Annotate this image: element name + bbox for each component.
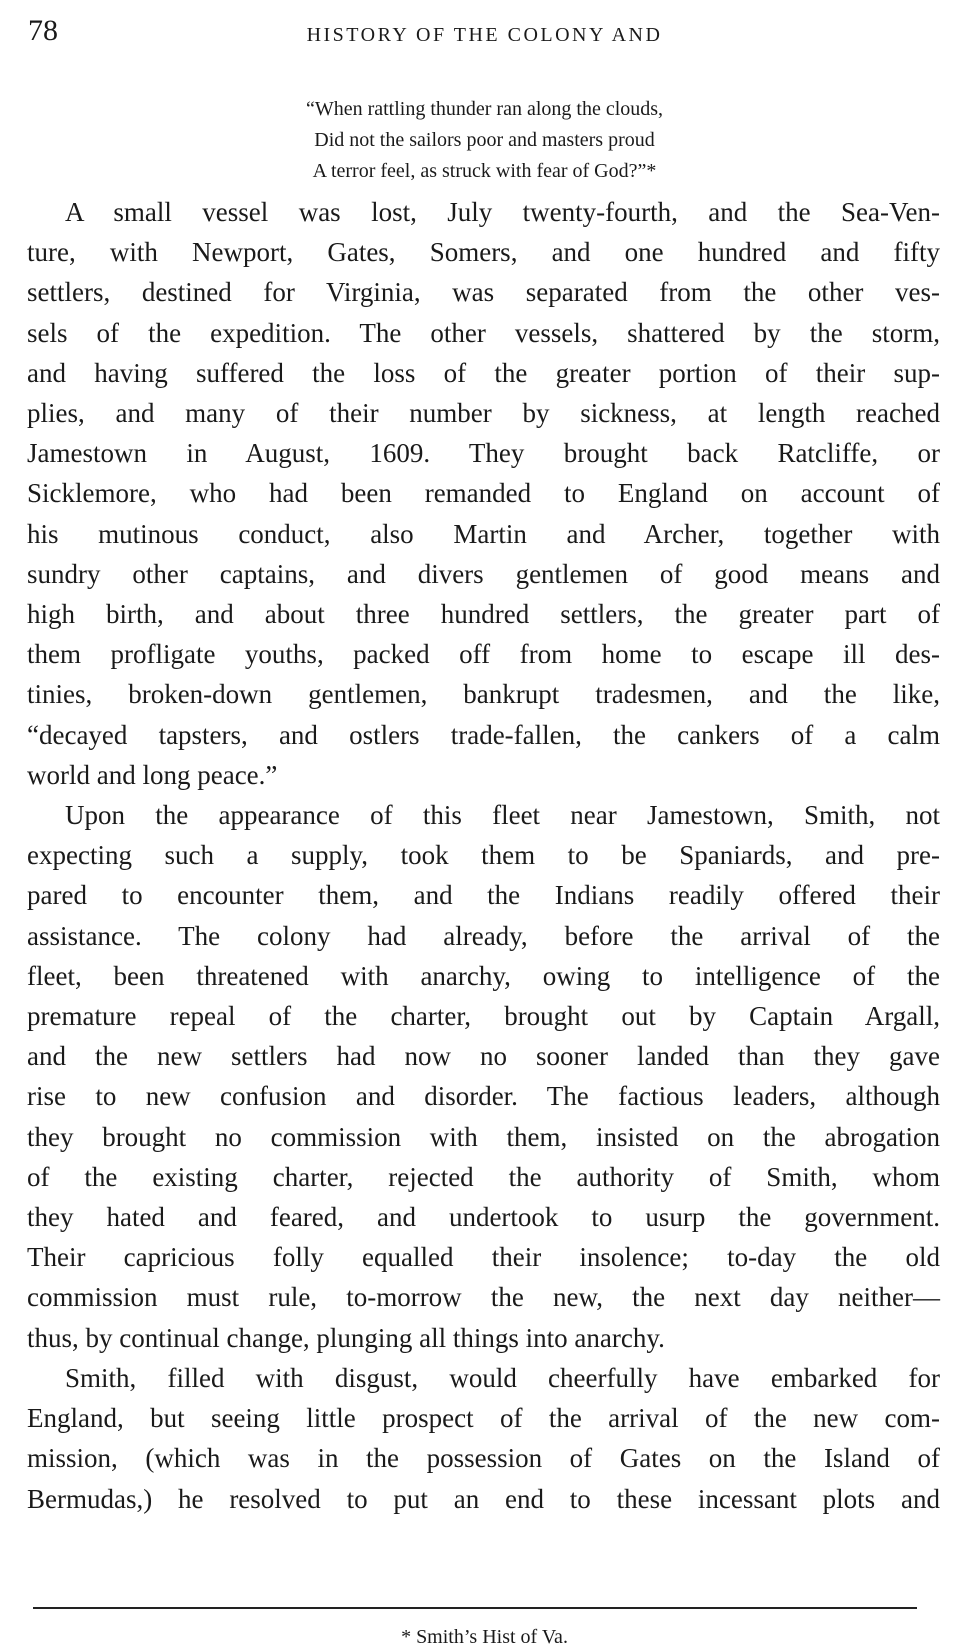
epigraph-line: Did not the sailors poor and masters proud [314,129,655,151]
footnote: * Smith’s Hist of Va. [401,1626,568,1648]
text-line: pared to encounter them, and the Indians readily offered their [27,880,940,911]
text-line: them profligate youths, packed off from home to escape ill des- [27,639,940,670]
text-line: Smith, filled with disgust, would cheerfully have embarked for [65,1362,940,1393]
text-line: sels of the expedition. The other vessels, shattered by the storm, [27,317,940,348]
text-line: world and long peace.” [27,759,278,790]
text-line: and the new settlers had now no sooner landed than they gave [27,1041,940,1072]
text-line: plies, and many of their number by sickness, at length reached [27,398,940,429]
text-line: commission must rule, to-morrow the new, the next day neither— [27,1282,940,1313]
page-header [28,14,941,54]
text-line: England, but seeing little prospect of the arrival of the new com- [27,1403,940,1434]
text-line: expecting such a supply, took them to be Spaniards, and pre- [27,840,940,871]
paragraph [27,192,940,795]
text-line: Sicklemore, who had been remanded to England on account of [27,478,940,509]
paragraph [27,795,940,1358]
text-line: Upon the appearance of this fleet near Jamestown, Smith, not [65,800,940,831]
text-line: Jamestown in August, 1609. They brought back Ratcliffe, or [27,438,940,469]
paragraph [27,1358,940,1519]
epigraph-line: A terror feel, as struck with fear of God?”* [312,160,657,182]
epigraph-line: “When rattling thunder ran along the clouds, [305,98,664,120]
running-head: HISTORY OF THE COLONY AND [306,24,663,46]
text-line: high birth, and about three hundred settlers, the greater part of [27,599,940,630]
text-line: of the existing charter, rejected the authority of Smith, whom [27,1161,940,1192]
text-line: Their capricious folly equalled their insolence; to-day the old [27,1242,940,1273]
body-text [27,192,940,1519]
text-line: assistance. The colony had already, before the arrival of the [27,920,940,951]
text-line: sundry other captains, and divers gentlemen of good means and [27,558,940,589]
text-line: A small vessel was lost, July twenty-fourth, and the Sea-Ven- [65,197,940,227]
text-line: “decayed tapsters, and ostlers trade-fallen, the cankers of a calm [27,719,940,750]
text-line: his mutinous conduct, also Martin and Archer, together with [27,518,940,549]
text-line: mission, (which was in the possession of Gates on the Island of [27,1443,940,1474]
text-line: premature repeal of the charter, brought out by Captain Argall, [27,1001,940,1032]
text-line: and having suffered the loss of the greater portion of their sup- [27,357,940,388]
text-line: thus, by continual change, plunging all things into anarchy. [27,1322,665,1353]
text-line: they brought no commission with them, insisted on the abrogation [27,1121,940,1152]
text-line: they hated and feared, and undertook to usurp the government. [27,1202,940,1233]
epigraph [0,94,969,187]
page-number: 78 [28,14,58,47]
text-line: settlers, destined for Virginia, was separated from the other ves- [27,277,940,308]
footnote-divider [33,1607,917,1609]
text-line: ture, with Newport, Gates, Somers, and one hundred and fifty [27,237,940,268]
text-line: tinies, broken-down gentlemen, bankrupt tradesmen, and the like, [27,679,940,710]
text-line: Bermudas,) he resolved to put an end to these incessant plots and [27,1483,940,1514]
text-line: rise to new confusion and disorder. The factious leaders, although [27,1081,940,1112]
text-line: fleet, been threatened with anarchy, owing to intelligence of the [27,960,940,991]
